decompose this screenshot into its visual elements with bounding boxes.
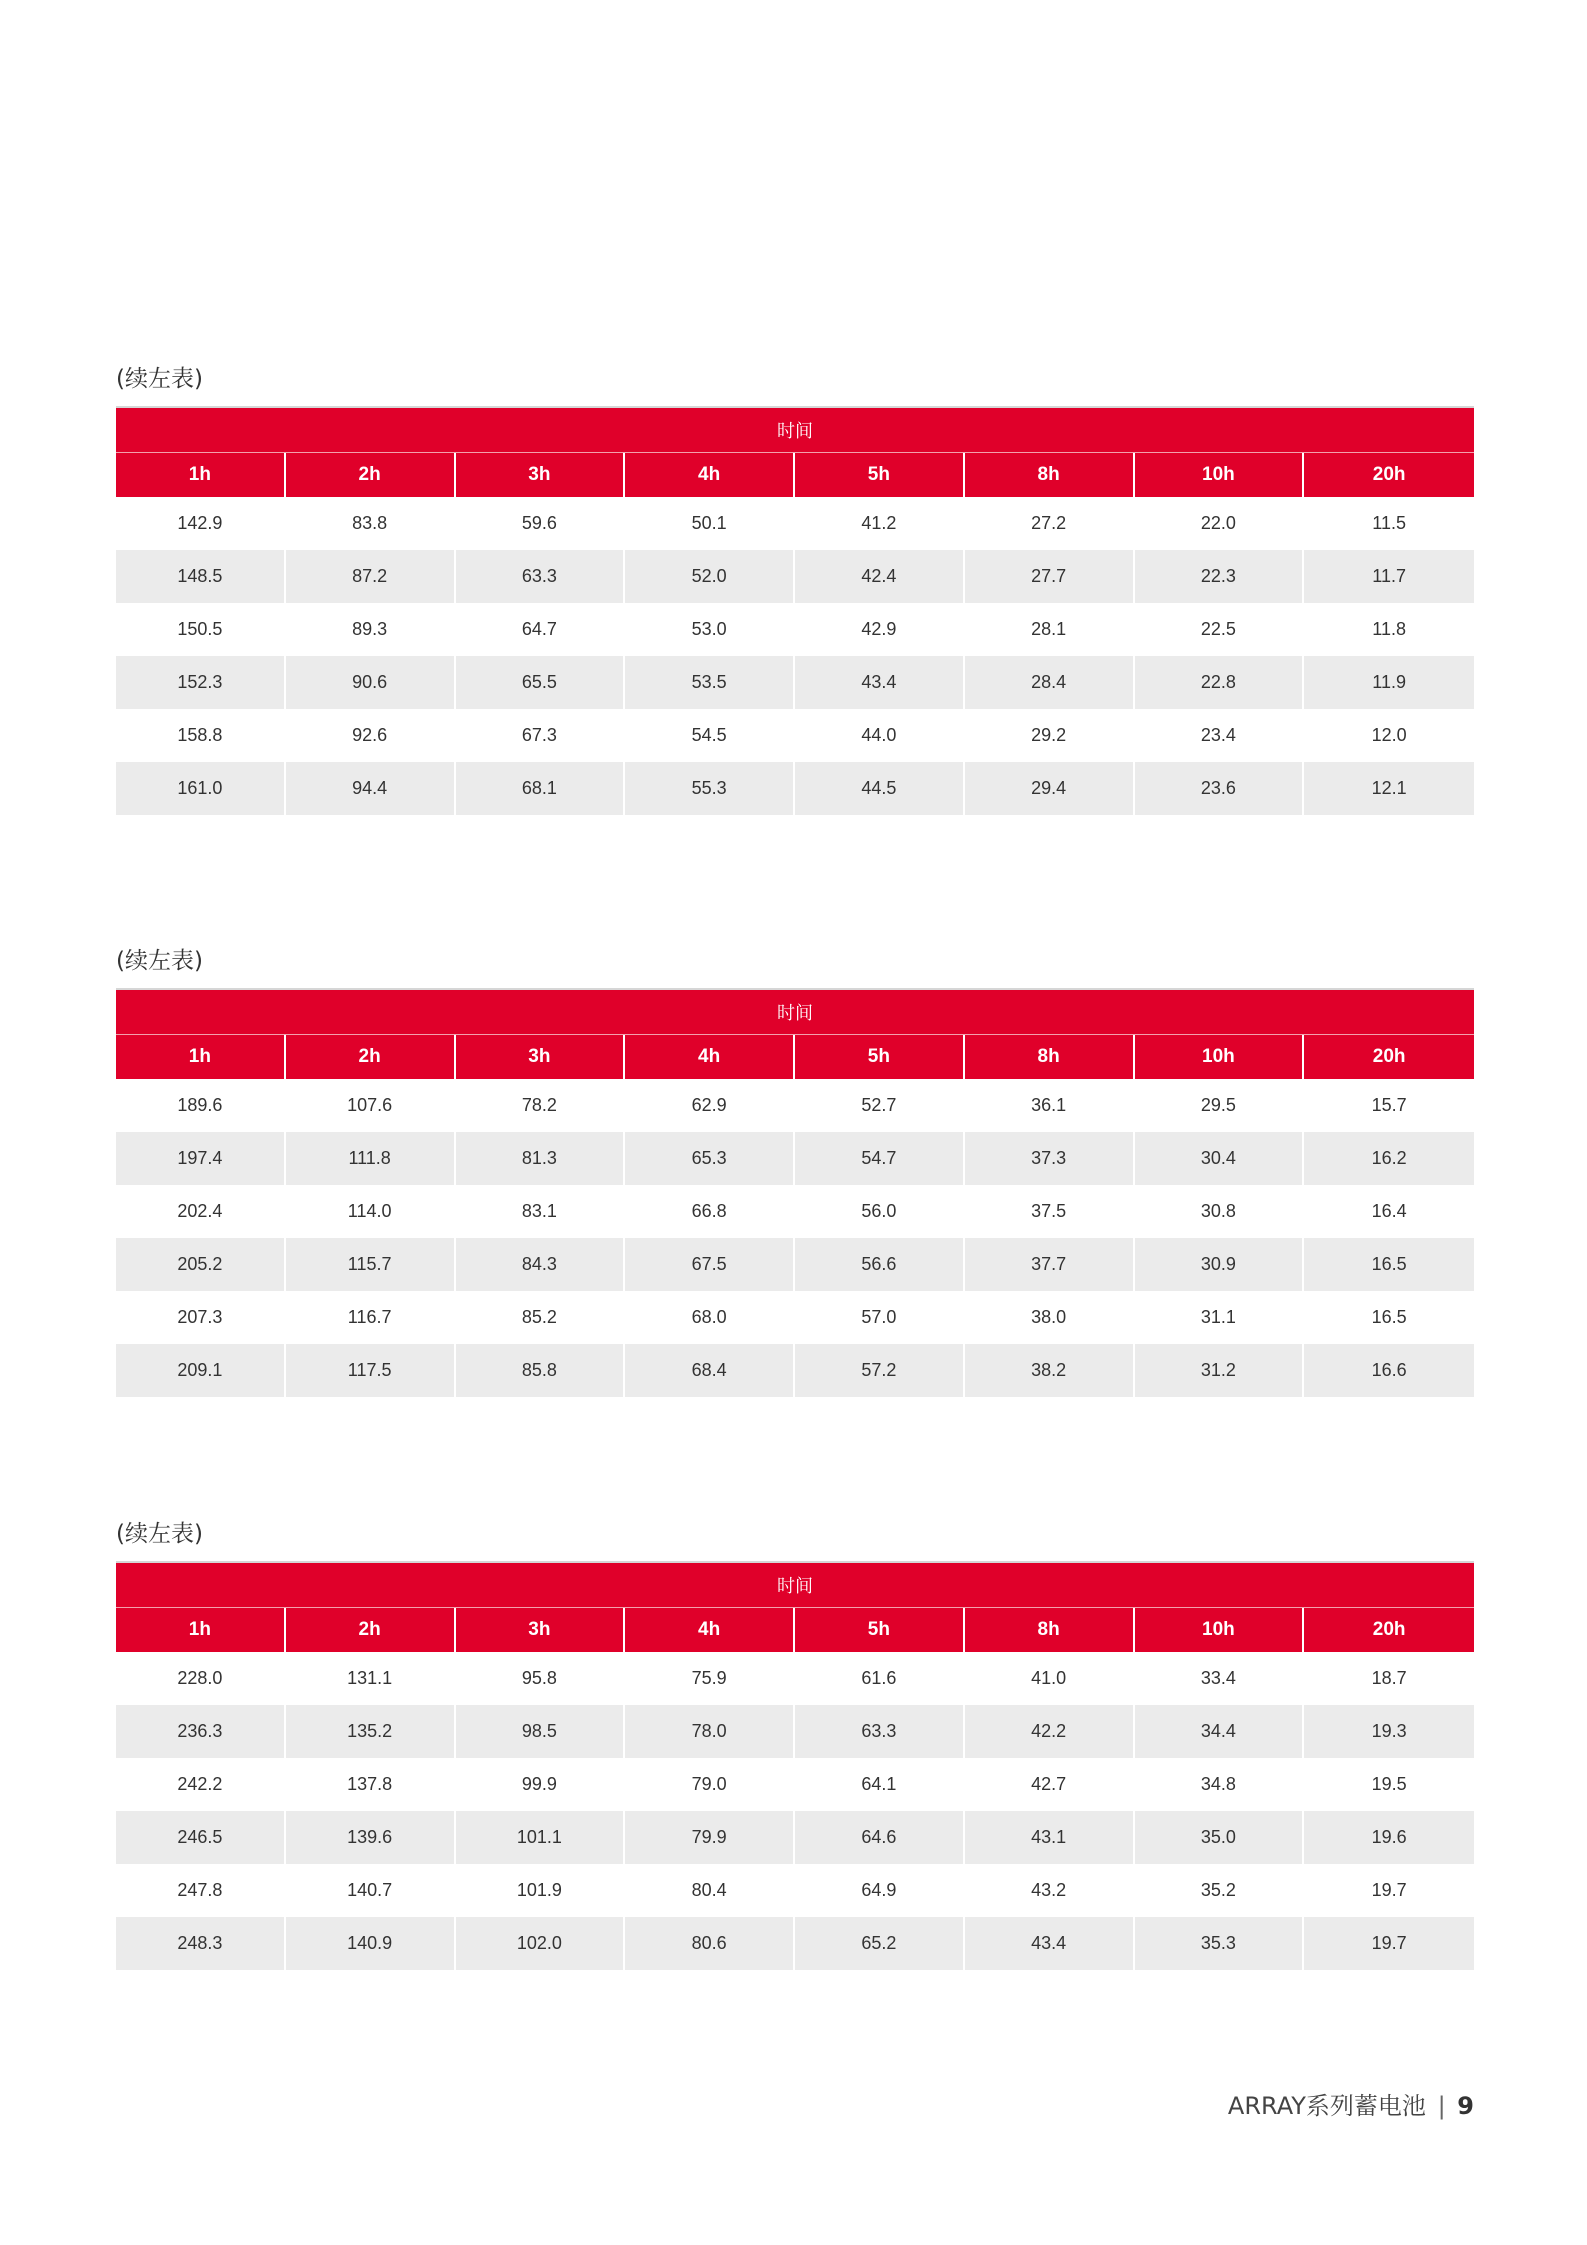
table-cell: 35.3 (1135, 1917, 1305, 1970)
table-row (116, 1811, 1474, 1864)
table-caption: (续左表) (116, 366, 203, 392)
table-cell: 41.2 (795, 497, 965, 550)
table-cell: 83.8 (286, 497, 456, 550)
table-body (116, 1652, 1474, 1970)
table-cell: 150.5 (116, 603, 286, 656)
table-cell: 52.0 (625, 550, 795, 603)
table-row (116, 1344, 1474, 1397)
table-cell: 63.3 (795, 1705, 965, 1758)
table-cell: 16.6 (1304, 1344, 1474, 1397)
table-cell: 68.1 (456, 762, 626, 815)
table-row (116, 550, 1474, 603)
column-header: 20h (1304, 1035, 1474, 1079)
table-row (116, 762, 1474, 815)
table-cell: 27.7 (965, 550, 1135, 603)
table-cell: 142.9 (116, 497, 286, 550)
table-cell: 202.4 (116, 1185, 286, 1238)
table-cell: 54.7 (795, 1132, 965, 1185)
table-cell: 22.3 (1135, 550, 1305, 603)
table-cell: 55.3 (625, 762, 795, 815)
table-cell: 115.7 (286, 1238, 456, 1291)
table-row (116, 1917, 1474, 1970)
column-header: 5h (795, 1035, 965, 1079)
table-cell: 52.7 (795, 1079, 965, 1132)
table-cell: 16.5 (1304, 1291, 1474, 1344)
table-cell: 57.2 (795, 1344, 965, 1397)
table-cell: 38.2 (965, 1344, 1135, 1397)
table-cell: 54.5 (625, 709, 795, 762)
table-row (116, 1291, 1474, 1344)
table-cell: 207.3 (116, 1291, 286, 1344)
table-cell: 65.2 (795, 1917, 965, 1970)
table-cell: 19.7 (1304, 1864, 1474, 1917)
table-cell: 236.3 (116, 1705, 286, 1758)
table-cell: 53.0 (625, 603, 795, 656)
table-cell: 205.2 (116, 1238, 286, 1291)
table-row (116, 709, 1474, 762)
table-cell: 107.6 (286, 1079, 456, 1132)
table-cell: 50.1 (625, 497, 795, 550)
table-cell: 43.4 (965, 1917, 1135, 1970)
table-cell: 35.0 (1135, 1811, 1305, 1864)
table-cell: 85.8 (456, 1344, 626, 1397)
table-cell: 111.8 (286, 1132, 456, 1185)
column-header: 1h (116, 1608, 286, 1652)
column-header: 4h (625, 1035, 795, 1079)
table-body (116, 497, 1474, 815)
column-header: 10h (1135, 453, 1305, 497)
table-cell: 67.3 (456, 709, 626, 762)
table-cell: 42.2 (965, 1705, 1135, 1758)
table-cell: 101.9 (456, 1864, 626, 1917)
table-cell: 16.4 (1304, 1185, 1474, 1238)
footer-product-name: ARRAY系列蓄电池 (1227, 2092, 1426, 2120)
table-cell: 161.0 (116, 762, 286, 815)
column-header: 4h (625, 1608, 795, 1652)
table-cell: 59.6 (456, 497, 626, 550)
table-cell: 16.5 (1304, 1238, 1474, 1291)
table-cell: 29.5 (1135, 1079, 1305, 1132)
table-cell: 15.7 (1304, 1079, 1474, 1132)
table-cell: 67.5 (625, 1238, 795, 1291)
table-row (116, 1079, 1474, 1132)
table-cell: 41.0 (965, 1652, 1135, 1705)
table-cell: 78.0 (625, 1705, 795, 1758)
table-cell: 148.5 (116, 550, 286, 603)
column-header: 5h (795, 453, 965, 497)
column-header: 4h (625, 453, 795, 497)
group-header-time: 时间 (116, 990, 1474, 1035)
table-cell: 140.7 (286, 1864, 456, 1917)
table-cell: 43.1 (965, 1811, 1135, 1864)
table-row (116, 1652, 1474, 1705)
table-cell: 11.7 (1304, 550, 1474, 603)
column-header: 8h (965, 1608, 1135, 1652)
table-cell: 92.6 (286, 709, 456, 762)
table-cell: 31.2 (1135, 1344, 1305, 1397)
table-cell: 247.8 (116, 1864, 286, 1917)
column-header: 8h (965, 1035, 1135, 1079)
table-cell: 11.5 (1304, 497, 1474, 550)
table-row (116, 1132, 1474, 1185)
table-cell: 152.3 (116, 656, 286, 709)
table-cell: 75.9 (625, 1652, 795, 1705)
table-row (116, 603, 1474, 656)
table-cell: 114.0 (286, 1185, 456, 1238)
table-cell: 64.1 (795, 1758, 965, 1811)
table-cell: 23.4 (1135, 709, 1305, 762)
table-cell: 80.6 (625, 1917, 795, 1970)
column-header: 3h (456, 453, 626, 497)
table-cell: 117.5 (286, 1344, 456, 1397)
table-cell: 34.4 (1135, 1705, 1305, 1758)
table-cell: 83.1 (456, 1185, 626, 1238)
table-cell: 11.9 (1304, 656, 1474, 709)
table-cell: 85.2 (456, 1291, 626, 1344)
table-cell: 19.6 (1304, 1811, 1474, 1864)
table-cell: 64.7 (456, 603, 626, 656)
table-cell: 79.9 (625, 1811, 795, 1864)
table-cell: 95.8 (456, 1652, 626, 1705)
table-section-1 (116, 362, 1474, 815)
table-cell: 101.1 (456, 1811, 626, 1864)
table-cell: 23.6 (1135, 762, 1305, 815)
table-cell: 66.8 (625, 1185, 795, 1238)
table-cell: 38.0 (965, 1291, 1135, 1344)
table-cell: 242.2 (116, 1758, 286, 1811)
table-cell: 102.0 (456, 1917, 626, 1970)
table-cell: 68.4 (625, 1344, 795, 1397)
table-cell: 79.0 (625, 1758, 795, 1811)
table-cell: 29.2 (965, 709, 1135, 762)
table-cell: 62.9 (625, 1079, 795, 1132)
page-footer (1228, 2086, 1474, 2121)
discharge-time-table (116, 1561, 1474, 1970)
table-cell: 197.4 (116, 1132, 286, 1185)
table-cell: 98.5 (456, 1705, 626, 1758)
table-cell: 68.0 (625, 1291, 795, 1344)
column-header: 2h (286, 453, 456, 497)
table-cell: 139.6 (286, 1811, 456, 1864)
table-cell: 30.4 (1135, 1132, 1305, 1185)
discharge-time-table (116, 988, 1474, 1397)
table-cell: 30.8 (1135, 1185, 1305, 1238)
column-header: 5h (795, 1608, 965, 1652)
page-number: 9 (1457, 2092, 1474, 2120)
table-body (116, 1079, 1474, 1397)
column-header: 1h (116, 1035, 286, 1079)
column-header: 3h (456, 1608, 626, 1652)
table-cell: 43.4 (795, 656, 965, 709)
table-cell: 28.1 (965, 603, 1135, 656)
table-cell: 12.1 (1304, 762, 1474, 815)
table-cell: 116.7 (286, 1291, 456, 1344)
table-cell: 42.9 (795, 603, 965, 656)
table-cell: 30.9 (1135, 1238, 1305, 1291)
table-cell: 63.3 (456, 550, 626, 603)
group-header-time: 时间 (116, 1563, 1474, 1608)
table-row (116, 1758, 1474, 1811)
table-cell: 22.8 (1135, 656, 1305, 709)
table-cell: 28.4 (965, 656, 1135, 709)
table-cell: 65.3 (625, 1132, 795, 1185)
column-header: 10h (1135, 1608, 1305, 1652)
table-cell: 29.4 (965, 762, 1135, 815)
table-cell: 22.0 (1135, 497, 1305, 550)
table-cell: 57.0 (795, 1291, 965, 1344)
table-cell: 246.5 (116, 1811, 286, 1864)
table-cell: 19.7 (1304, 1917, 1474, 1970)
table-cell: 43.2 (965, 1864, 1135, 1917)
table-cell: 78.2 (456, 1079, 626, 1132)
column-header: 10h (1135, 1035, 1305, 1079)
column-header: 2h (286, 1608, 456, 1652)
table-row (116, 656, 1474, 709)
table-cell: 61.6 (795, 1652, 965, 1705)
table-section-2 (116, 944, 1474, 1397)
table-row (116, 497, 1474, 550)
table-caption: (续左表) (116, 948, 203, 974)
column-header: 20h (1304, 1608, 1474, 1652)
table-cell: 228.0 (116, 1652, 286, 1705)
table-cell: 27.2 (965, 497, 1135, 550)
table-cell: 22.5 (1135, 603, 1305, 656)
table-cell: 137.8 (286, 1758, 456, 1811)
table-cell: 90.6 (286, 656, 456, 709)
table-cell: 42.7 (965, 1758, 1135, 1811)
column-header: 2h (286, 1035, 456, 1079)
column-header: 20h (1304, 453, 1474, 497)
column-header: 8h (965, 453, 1135, 497)
table-cell: 44.0 (795, 709, 965, 762)
table-row (116, 1185, 1474, 1238)
table-cell: 18.7 (1304, 1652, 1474, 1705)
table-cell: 189.6 (116, 1079, 286, 1132)
table-cell: 64.9 (795, 1864, 965, 1917)
table-cell: 53.5 (625, 656, 795, 709)
table-cell: 37.7 (965, 1238, 1135, 1291)
table-cell: 209.1 (116, 1344, 286, 1397)
table-row (116, 1238, 1474, 1291)
table-cell: 33.4 (1135, 1652, 1305, 1705)
table-section-3 (116, 1517, 1474, 1970)
table-cell: 65.5 (456, 656, 626, 709)
table-cell: 35.2 (1135, 1864, 1305, 1917)
table-cell: 36.1 (965, 1079, 1135, 1132)
table-cell: 248.3 (116, 1917, 286, 1970)
table-cell: 64.6 (795, 1811, 965, 1864)
discharge-time-table (116, 406, 1474, 815)
footer-separator: | (1437, 2092, 1446, 2120)
table-cell: 16.2 (1304, 1132, 1474, 1185)
table-cell: 81.3 (456, 1132, 626, 1185)
table-cell: 89.3 (286, 603, 456, 656)
table-cell: 37.3 (965, 1132, 1135, 1185)
table-cell: 158.8 (116, 709, 286, 762)
table-cell: 84.3 (456, 1238, 626, 1291)
table-cell: 11.8 (1304, 603, 1474, 656)
table-cell: 34.8 (1135, 1758, 1305, 1811)
table-cell: 31.1 (1135, 1291, 1305, 1344)
table-cell: 42.4 (795, 550, 965, 603)
table-cell: 94.4 (286, 762, 456, 815)
table-cell: 44.5 (795, 762, 965, 815)
table-cell: 80.4 (625, 1864, 795, 1917)
table-caption: (续左表) (116, 1521, 203, 1547)
table-cell: 56.6 (795, 1238, 965, 1291)
table-cell: 135.2 (286, 1705, 456, 1758)
column-header: 1h (116, 453, 286, 497)
table-cell: 87.2 (286, 550, 456, 603)
table-cell: 19.5 (1304, 1758, 1474, 1811)
table-row (116, 1705, 1474, 1758)
group-header-time: 时间 (116, 408, 1474, 453)
table-cell: 12.0 (1304, 709, 1474, 762)
table-cell: 140.9 (286, 1917, 456, 1970)
table-cell: 37.5 (965, 1185, 1135, 1238)
table-cell: 99.9 (456, 1758, 626, 1811)
column-header: 3h (456, 1035, 626, 1079)
table-cell: 56.0 (795, 1185, 965, 1238)
table-row (116, 1864, 1474, 1917)
table-cell: 131.1 (286, 1652, 456, 1705)
table-cell: 19.3 (1304, 1705, 1474, 1758)
